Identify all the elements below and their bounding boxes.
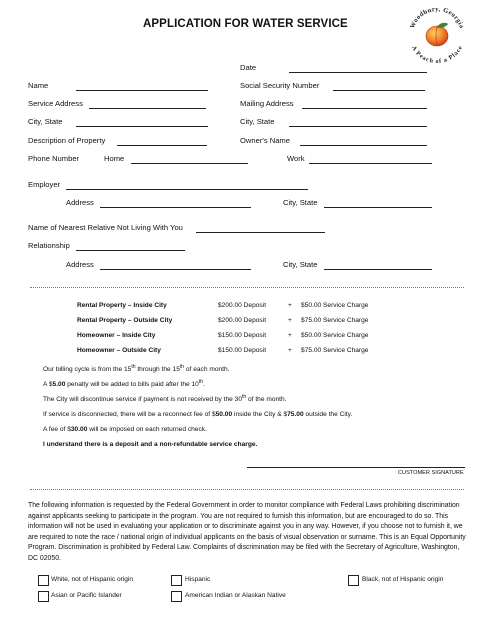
city-state-label: City, State [28, 117, 63, 126]
rate-deposit: $150.00 Deposit [218, 332, 267, 339]
employer-city-state-label: City, State [283, 198, 318, 207]
owners-name-label: Owner's Name [240, 136, 290, 145]
billing-cycle-note: Our billing cycle is from the 15th through the 15th of each month. [43, 363, 230, 373]
white-label: White, not of Hispanic origin [51, 576, 134, 583]
penalty-note: A $5.00 penalty will be added to bills paid after the 10th. [43, 378, 205, 388]
hispanic-label: Hispanic [185, 576, 211, 583]
name-field[interactable] [76, 90, 208, 91]
name-label: Name [28, 81, 49, 90]
relative-city-state-label: City, State [283, 260, 318, 269]
employer-label: Employer [28, 180, 61, 189]
mailing-city-state-field[interactable] [289, 126, 427, 127]
mailing-address-label: Mailing Address [240, 99, 294, 108]
native-checkbox[interactable] [171, 591, 182, 602]
rate-charge: $75.00 Service Charge [301, 317, 369, 324]
rate-charge: $50.00 Service Charge [301, 332, 369, 339]
date-label: Date [240, 63, 257, 72]
equal-opportunity-disclosure: The following information is requested by the Federal Government in order to monitor compliance with Federal Laws prohibiting discrimination against applicants seeking to participate in the program. You are not required to furnish this information, but are encouraged to do so. This information will not be used in evaluating your application or to discriminate against you in any way. However, if you choose not to furnish it, we are required to note the race / national origin of individual applicants on the basis of visual observation or surname. This is an Equal Opportunity Program. Discrimination is prohibited by Federal Law. Complaints of discrimination may be filed with the Secretary of Agriculture, Washington, DC 02050. [28, 502, 466, 562]
relative-address-field[interactable] [100, 269, 251, 270]
returned-check-note: A fee of $30.00 will be imposed on each returned check. [43, 426, 207, 433]
city-state-field[interactable] [76, 126, 208, 127]
black-checkbox[interactable] [348, 575, 359, 586]
black-label: Black, not of Hispanic origin [362, 576, 444, 583]
discontinue-note: The City will discontinue service if payment is not received by the 30th of the month. [43, 393, 287, 403]
phone-label: Phone Number [28, 154, 80, 163]
rate-deposit: $150.00 Deposit [218, 347, 267, 354]
asian-checkbox[interactable] [38, 591, 49, 602]
relative-label: Name of Nearest Relative Not Living With You [28, 223, 183, 232]
svg-text:A Peach of a Place: A Peach of a Place [409, 44, 465, 66]
relationship-label: Relationship [28, 241, 70, 250]
owners-name-field[interactable] [300, 145, 427, 146]
rate-type: Rental Property – Inside City [77, 302, 167, 309]
rate-type: Rental Property – Outside City [77, 317, 173, 324]
hispanic-checkbox[interactable] [171, 575, 182, 586]
home-phone-field[interactable] [131, 163, 248, 164]
description-field[interactable] [117, 145, 207, 146]
employer-city-state-field[interactable] [324, 207, 432, 208]
rate-plus: + [288, 332, 292, 339]
mailing-address-field[interactable] [302, 108, 427, 109]
svg-text:Woodbury, Georgia: Woodbury, Georgia [408, 5, 466, 30]
mailing-city-state-label: City, State [240, 117, 275, 126]
section-divider [30, 287, 464, 288]
employer-address-label: Address [66, 198, 94, 207]
relative-address-label: Address [66, 260, 94, 269]
rate-plus: + [288, 317, 292, 324]
relationship-field[interactable] [76, 250, 185, 251]
service-address-label: Service Address [28, 99, 83, 108]
reconnect-note: If service is disconnected, there will be a reconnect fee of $50.00 inside the City & $75.00 outside the City. [43, 411, 353, 418]
asian-label: Asian or Pacific Islander [51, 592, 122, 599]
work-phone-field[interactable] [309, 163, 432, 164]
acknowledgement-note: I understand there is a deposit and a non-refundable service charge. [43, 441, 258, 448]
relative-field[interactable] [196, 232, 325, 233]
description-label: Description of Property [28, 136, 106, 145]
rate-charge: $50.00 Service Charge [301, 302, 369, 309]
rate-type: Homeowner – Inside City [77, 332, 156, 339]
ssn-field[interactable] [333, 90, 425, 91]
employer-field[interactable] [66, 189, 308, 190]
rate-deposit: $200.00 Deposit [218, 302, 267, 309]
section-divider [30, 489, 464, 490]
rate-charge: $75.00 Service Charge [301, 347, 369, 354]
date-field[interactable] [289, 72, 427, 73]
city-seal-logo [404, 2, 470, 68]
customer-signature-field[interactable] [247, 467, 465, 468]
form-title: APPLICATION FOR WATER SERVICE [143, 18, 348, 30]
customer-signature-label: CUSTOMER SIGNATURE [398, 470, 464, 476]
ssn-label: Social Security Number [240, 81, 320, 90]
service-address-field[interactable] [89, 108, 206, 109]
relative-city-state-field[interactable] [324, 269, 432, 270]
white-checkbox[interactable] [38, 575, 49, 586]
native-label: American Indian or Alaskan Native [185, 592, 286, 599]
rate-plus: + [288, 347, 292, 354]
home-label: Home [104, 154, 125, 163]
rate-plus: + [288, 302, 292, 309]
employer-address-field[interactable] [100, 207, 251, 208]
work-label: Work [287, 154, 305, 163]
rate-type: Homeowner – Outside City [77, 347, 161, 354]
rate-deposit: $200.00 Deposit [218, 317, 267, 324]
